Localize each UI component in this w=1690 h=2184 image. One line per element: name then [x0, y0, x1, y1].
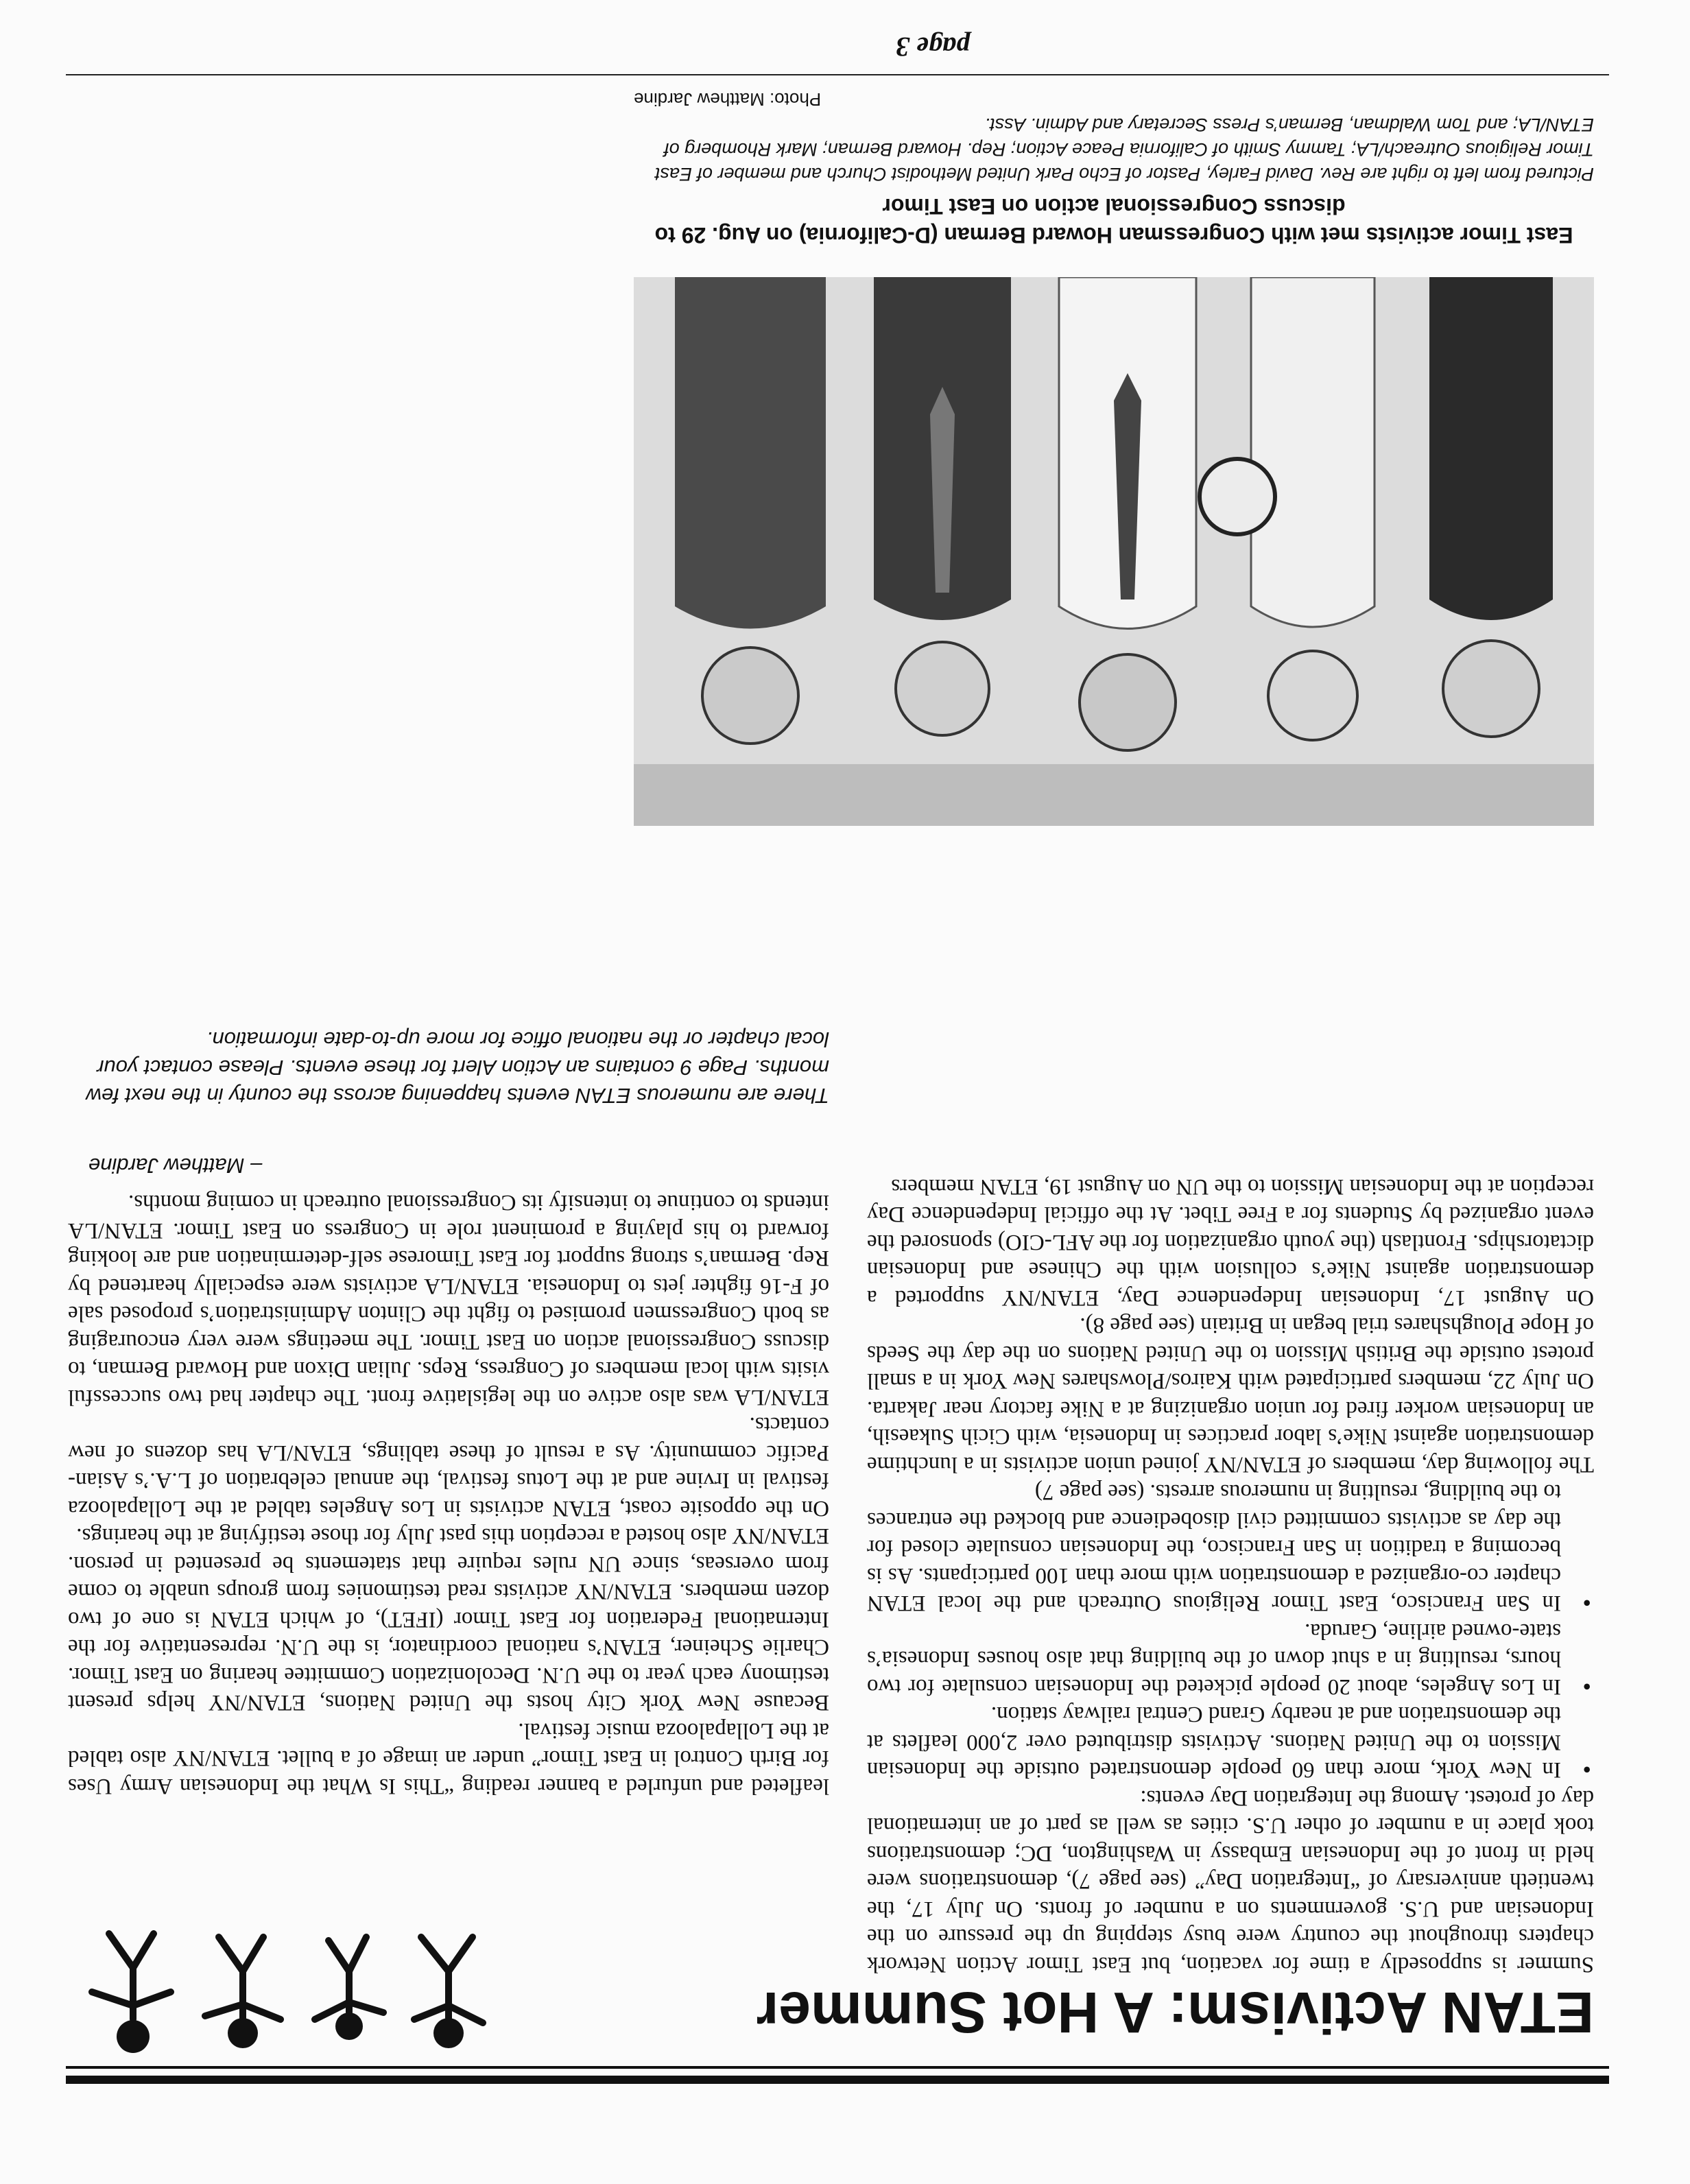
page-number: page 3 — [896, 32, 970, 62]
headline: ETAN Activism: A Hot Summer — [756, 1980, 1594, 2045]
group-photo — [634, 277, 1594, 826]
article-paragraph: ETAN/LA was also active on the legislative front. The chapter had two successful visits with local members of Congress, Reps. Julian Dixon and Howard Berman, to discuss Congressional action on East Timor. The meetings were very encouraging as both Congressmen promised to fight the Clinton Administration’s proposed sale of F-16 fighter jets to Indonesia. ETAN/LA activists were especially heartened by Rep. Berman’s strong support for East Timorese self-determination and are looking forward to his playing a prominent role in Congress on East Timor. ETAN/LA intends to continue to intensify its Congressional outreach in coming months. — [68, 1190, 829, 1410]
photo-caption-title: East Timor activists met with Congressman Howard Berman (D-California) on Aug. 29 to discuss Congressional action on East Timor — [654, 194, 1573, 248]
article-paragraph: leafleted and unfurled a banner reading “This Is What the Indonesian Army Uses for Birth Control in East Timor” under an image of a bullet. ETAN/NY also tabled at the Lollapalooza music festival. — [68, 1718, 829, 1799]
article-intro: Summer is supposedly a time for vacation, but East Timor Action Network chapters throughout the country were busy stepping up the pressure on the Indonesian and U.S. governments on a number of fronts. On July 17, the twentieth anniversary of “Integration Day” (see page 7), demonstrations were held in front of the Indonesian Embassy in Washington, DC; demonstrations took place in a number of other U.S. cities as well as part of an international day of protest. Among the Integration Day events: — [867, 1785, 1594, 1977]
list-item: • In San Francisco, East Timor Religious Outreach and the local ETAN chapter co-organized a demonstration with more than 100 participants. As is becoming a tradition in San Francisco, the Indonesian consulate closed for the day as activists committed civil disobedience and blocked the entrances to the building, resulting in numerous arrests. (see page 7) — [867, 1478, 1594, 1617]
person-figure — [1429, 277, 1553, 737]
integration-day-events-list — [867, 1478, 1594, 1784]
article-column-2 — [68, 1026, 829, 1801]
group-photo-illustration — [634, 277, 1594, 826]
photo-caption: Pictured from left to right are Rev. David Farley, Pastor of Echo Park United Methodist Church and member of East Timor Religious Outreach/LA; Tammy Smith of California Peace Action; Rep. Howard Berman; Mark Rhomberg of ETAN/LA; and Tom Waldman, Berman’s Press Secretary and Admin. Asst. — [654, 115, 1594, 185]
author-signature: – Matthew Jardine — [88, 1154, 263, 1178]
article-column-1 — [867, 1173, 1594, 1979]
article-paragraph: The following day, members of ETAN/NY joined union activists in a lunchtime demonstration against Nike’s labor practices in Indonesia, with Cicih Sukaesih, an Indonesian worker fired for union organizing at a Nike factory near Jakarta. On July 22, members participated with Kairos/Plowshares New York in a small protest outside the British Mission to the United Nations on the day the Seeds of Hope Ploughshares trial began in Britain (see page 8). — [867, 1313, 1594, 1477]
dancing-figures-logo — [78, 1930, 497, 2061]
list-item: • In New York, more than 60 people demonstrated outside the Indonesian Mission to the United Nations. Activists distributed over 2,000 leaflets at the demonstration and at nearby Grand Central railway station. — [867, 1700, 1594, 1784]
events-note: There are numerous ETAN events happening across the county in the next few months. Page 9 contains an Action Alert for these events. Please contact your local chapter or the national office for more up-to-date information. — [86, 1028, 829, 1108]
footer-rule — [66, 74, 1609, 75]
list-item: • In Los Angeles, about 20 people picketed the Indonesian consulate for two hours, resulting in a shut down of the building that also houses Indonesia’s state-owned airline, Garuda. — [867, 1617, 1594, 1701]
photo-credit: Photo: Matthew Jardine — [634, 89, 822, 110]
congressional-seal-icon — [1200, 459, 1275, 534]
article-paragraph: Because New York City hosts the United Nations, ETAN/NY helps present testimony each year to the U.N. Decolonization Committee hearing on East Timor. Charlie Scheiner, ETAN’s national coordinator, is the U.N. representative for the International Federation for East Timor (IFET), of which ETAN is one of two dozen members. ETAN/NY activists read testimonies from groups unable to come from overseas, since UN rules require that statements be presented in person. ETAN/NY also hosted a reception this past July for those testifying at the hearings. — [68, 1523, 829, 1716]
article-paragraph: On August 17, Indonesian Independence Day, ETAN/NY supported a demonstration against Nike’s collusion with the Chinese and Indonesian dictatorships. Frontlash (the youth organization for the AFL-CIO) sponsored the event organized by Students for a Free Tibet. At the official Independence Day reception at the Indonesian Mission to the UN on August 19, ETAN members — [867, 1174, 1594, 1310]
header-rule-thin — [66, 2066, 1609, 2069]
header-rule-thick — [66, 2076, 1609, 2084]
article-paragraph: On the opposite coast, ETAN activists in Los Angeles tabled at the Lollapalooza festival in Irvine and at the Lotus festival, the annual celebration of L.A.’s Asian-Pacific community. As a result of these tablings, ETAN/LA has dozens of new contacts. — [68, 1412, 829, 1521]
